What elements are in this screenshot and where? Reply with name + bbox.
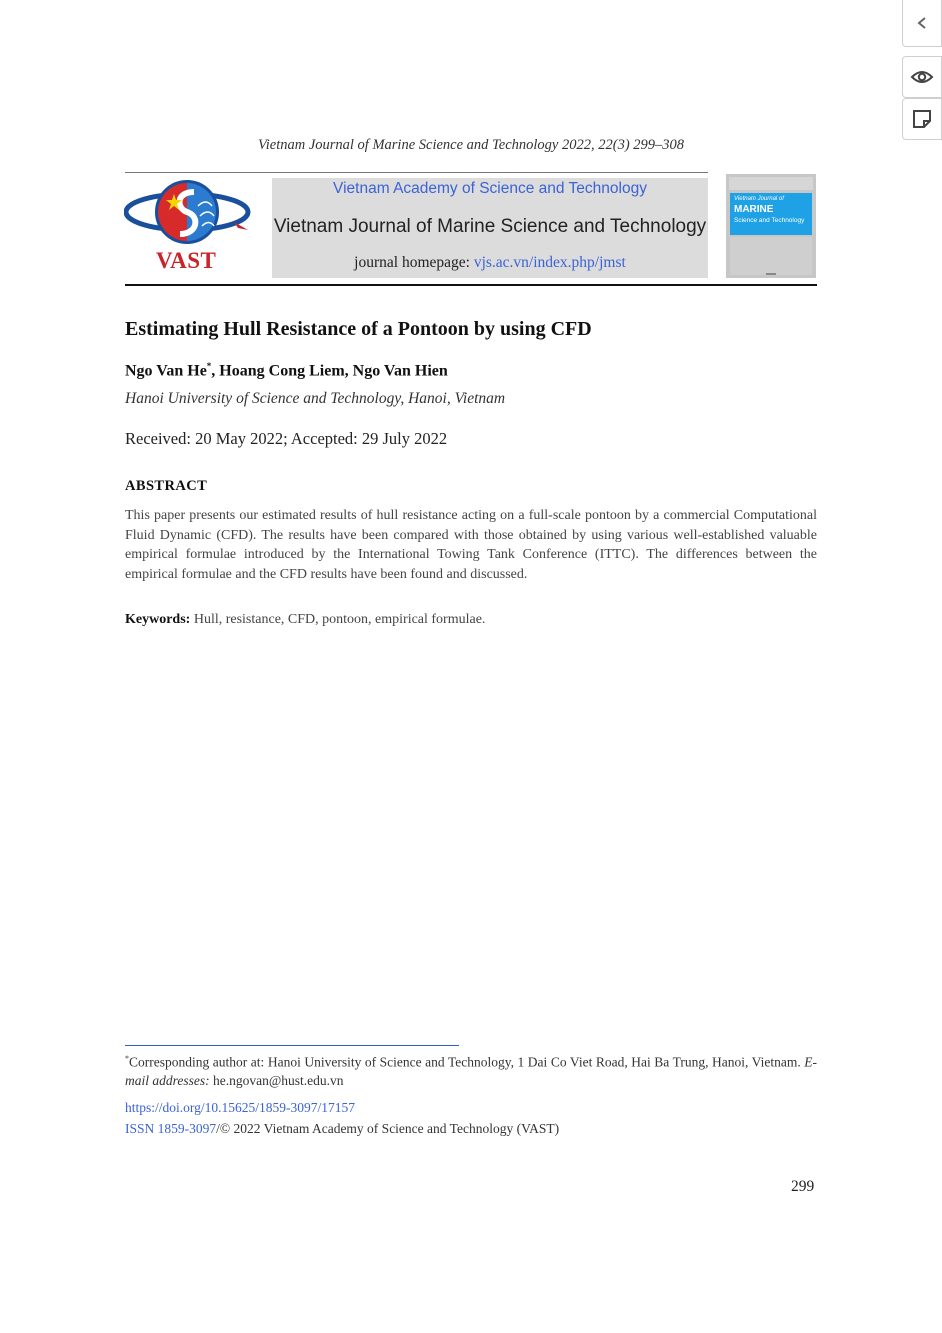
author-list <box>125 361 448 380</box>
abstract-text: This paper presents our estimated results of hull resistance acting on a full-scale pontoon by a commercial Computational Fluid Dynamic (CFD). The results have been compared with those obtained by using various well-established valuable empirical formulae introduced by the International Towing Tank Conference (ITTC). The differences between the empirical formulae and the CFD results have been found and discussed. <box>125 508 817 582</box>
cover-mark <box>766 273 776 275</box>
footnote-rule <box>125 1045 459 1046</box>
homepage-label: journal homepage: <box>354 254 474 271</box>
abstract-heading: ABSTRACT <box>125 478 208 494</box>
eye-icon <box>910 69 934 85</box>
doi-link[interactable]: https://doi.org/10.15625/1859-3097/17157 <box>125 1100 356 1115</box>
view-toggle-button[interactable] <box>902 56 942 98</box>
issn-line <box>125 1121 559 1137</box>
journal-banner <box>272 178 708 278</box>
corresponding-mark: * <box>206 361 212 371</box>
received-accepted-dates: Received: 20 May 2022; Accepted: 29 July 2022 <box>125 429 448 448</box>
keywords-text: Hull, resistance, CFD, pontoon, empirical formulae. <box>190 612 486 627</box>
email-address: he.ngovan@hust.edu.vn <box>209 1072 344 1088</box>
cover-header-strip <box>729 177 813 190</box>
masthead-rule <box>125 284 817 286</box>
logo-text: VAST <box>156 248 217 273</box>
footnote-mark: * <box>125 1054 129 1063</box>
cover-line1: Vietnam Journal of <box>734 196 784 202</box>
collapse-panel-button[interactable] <box>902 0 942 47</box>
footnote-text: Corresponding author at: Hanoi University of Science and Technology, 1 Dai Co Viet Road, Hai Ba Trung, Hanoi, Vietnam. <box>129 1054 805 1070</box>
academy-name: Vietnam Academy of Science and Technology <box>333 180 647 197</box>
cover-title-block <box>730 193 812 235</box>
vast-emblem-icon <box>124 178 254 250</box>
affiliation: Hanoi University of Science and Technology, Hanoi, Vietnam <box>125 390 506 407</box>
running-head: Vietnam Journal of Marine Science and Technology 2022, 22(3) 299–308 <box>257 137 685 153</box>
vast-logo <box>124 178 254 278</box>
copyright: /© 2022 Vietnam Academy of Science and Technology (VAST) <box>216 1121 560 1136</box>
keywords <box>125 612 485 628</box>
journal-homepage <box>272 254 708 272</box>
keywords-label: Keywords: <box>125 612 191 627</box>
corresponding-footnote <box>125 1050 817 1090</box>
email-label: E-mail addresses: <box>125 1054 817 1088</box>
homepage-link[interactable]: vjs.ac.vn/index.php/jmst <box>473 254 626 271</box>
journal-name: Vietnam Journal of Marine Science and Technology <box>273 216 707 237</box>
note-icon <box>912 109 932 129</box>
paper-title: Estimating Hull Resistance of a Pontoon by using CFD <box>125 318 592 340</box>
header-rule <box>125 172 708 173</box>
cover-line2: MARINE <box>734 204 774 215</box>
cover-line3: Science and Technology <box>734 217 805 224</box>
cover-body <box>730 237 812 275</box>
authors-rest: , Hoang Cong Liem, Ngo Van Hien <box>211 362 448 380</box>
journal-cover-thumbnail <box>726 174 816 278</box>
issn-link[interactable]: ISSN 1859-3097 <box>125 1121 217 1136</box>
notes-button[interactable] <box>902 98 942 140</box>
author-1: Ngo Van He <box>125 362 207 380</box>
page-number: 299 <box>791 1178 815 1195</box>
chevron-left-icon <box>916 16 928 30</box>
